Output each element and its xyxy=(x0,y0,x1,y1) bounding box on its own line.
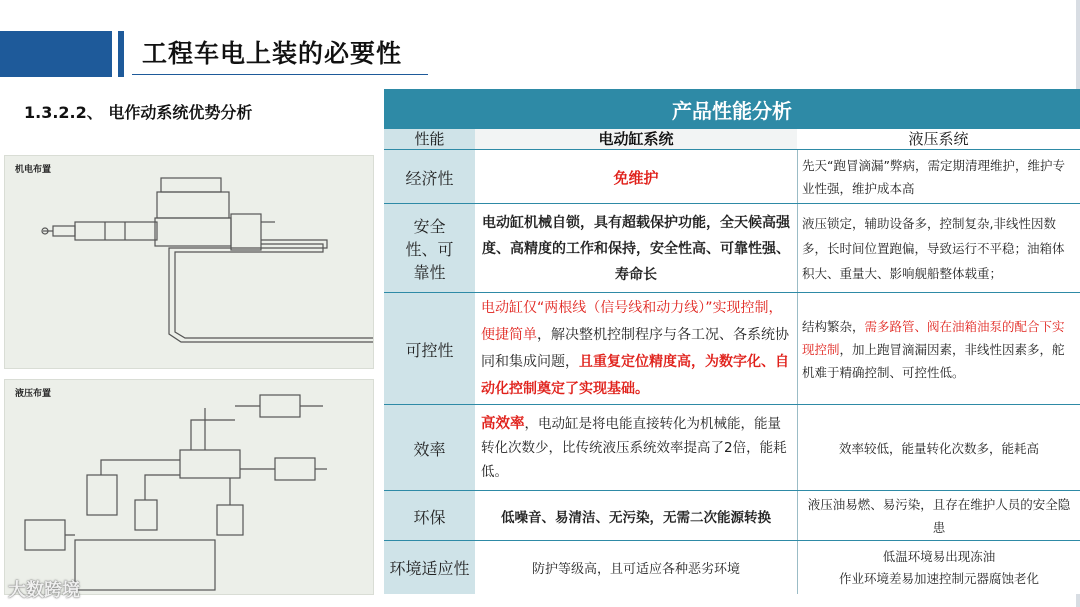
safety-electric: 电动缸机械自锁，具有超载保护功能，全天候高强度、高精度的工作和保持，安全性高、可靠性强、寿命长 xyxy=(482,214,790,283)
col-header-hydraulic: 液压系统 xyxy=(797,129,1080,149)
economy-electric: 免维护 xyxy=(613,168,659,187)
control-hydraulic-a: 结构繁杂， xyxy=(802,318,865,334)
title-underline xyxy=(132,74,428,75)
table-row xyxy=(384,292,1080,405)
col-header-electric: 电动缸系统 xyxy=(475,129,797,149)
hydraulic-system-drawing xyxy=(5,380,373,594)
adapt-hydraulic-b: 作业环境差易加速控制元器腐蚀老化 xyxy=(838,570,1039,586)
row-label-env: 环保 xyxy=(384,491,475,541)
electric-layout-label: 机电布置 xyxy=(15,165,52,175)
control-electric-b: ，解决整机控制程序与各工况、各系统协同和集成问题， xyxy=(481,327,789,370)
row-label-economy: 经济性 xyxy=(384,150,475,204)
table-row xyxy=(384,490,1080,541)
control-hydraulic-c: ，加上跑冒滴漏因素，非线性因素多，舵机难于精确控制、可控性低。 xyxy=(802,341,1065,380)
row-label-efficiency: 效率 xyxy=(384,405,475,491)
efficiency-hydraulic: 效率较低，能量转化次数多，能耗高 xyxy=(838,440,1039,456)
table-row xyxy=(384,540,1080,594)
electric-layout-panel xyxy=(4,155,374,369)
control-electric-a: 电动缸仅“两根线（信号线和动力线）”实现控制，便捷简单 xyxy=(481,300,783,343)
page-title: 工程车电上装的必要性 xyxy=(142,39,403,68)
row-label-adapt: 环境适应性 xyxy=(384,541,475,594)
adapt-hydraulic-a: 低温环境易出现冻油 xyxy=(882,548,996,564)
performance-table xyxy=(384,89,1080,593)
row-label-safety: 安全性、可靠性 xyxy=(384,204,475,293)
control-electric-c: 且重复定位精度高，为数字化、自动化控制奠定了实现基础。 xyxy=(481,354,789,397)
table-title: 产品性能分析 xyxy=(384,89,1080,129)
safety-hydraulic: 液压锁定，辅助设备多，控制复杂,非线性因数多，长时间位置跑偏，导致运行不平稳；油箱体积大、重量大、影响舰船整体载重； xyxy=(802,216,1065,281)
env-electric: 低噪音、易清洁、无污染，无需二次能源转换 xyxy=(501,510,771,526)
section-title: 1.3.2.2、 电作动系统优势分析 xyxy=(24,103,253,122)
electric-actuator-drawing xyxy=(5,156,373,368)
header-accent-stripe xyxy=(118,31,124,77)
hydraulic-layout-panel xyxy=(4,379,374,595)
table-row xyxy=(384,149,1080,204)
row-label-control: 可控性 xyxy=(384,293,475,405)
economy-hydraulic: 先天“跑冒滴漏”弊病，需定期清理维护，维护专业性强，维护成本高 xyxy=(802,158,1065,196)
watermark: 大数跨境 xyxy=(8,580,80,601)
efficiency-electric-a: 高效率 xyxy=(481,416,525,432)
table-row xyxy=(384,203,1080,293)
table-row xyxy=(384,404,1080,491)
hydraulic-layout-label: 液压布置 xyxy=(15,389,52,399)
env-hydraulic: 液压油易燃、易污染，且存在维护人员的安全隐患 xyxy=(807,497,1071,535)
col-header-performance: 性能 xyxy=(384,129,475,149)
header-accent-bar xyxy=(0,31,112,77)
control-hydraulic-b: 需多路管、阀在油箱油泵的配合下实现控制 xyxy=(802,318,1065,357)
efficiency-electric-b: ，电动缸是将电能直接转化为机械能，能量转化次数少，比传统液压系统效率提高了2倍，能耗低。 xyxy=(481,416,787,480)
adapt-electric: 防护等级高，且可适应各种恶劣环境 xyxy=(531,562,740,577)
